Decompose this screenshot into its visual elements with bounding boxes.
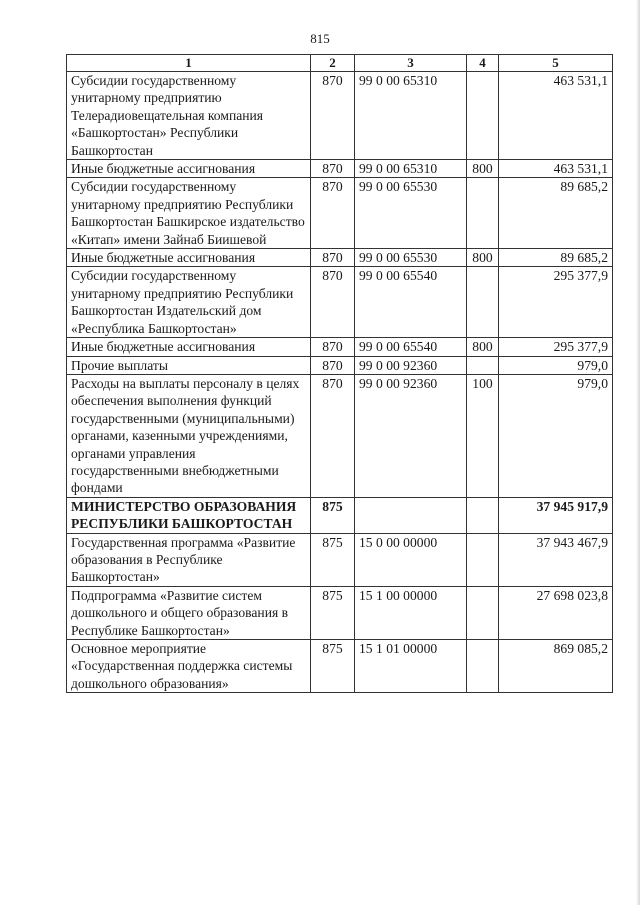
cell-name: Иные бюджетные ассигнования (67, 338, 311, 356)
cell-kvr (467, 586, 499, 639)
cell-sum: 89 685,2 (499, 178, 613, 249)
cell-name: Субсидии государственному унитарному предприятию Республики Башкортостан Башкирское издательство «Китап» имени Зайнаб Биишевой (67, 178, 311, 249)
table-row (67, 533, 613, 586)
cell-sum: 869 085,2 (499, 640, 613, 693)
cell-code: 870 (311, 178, 355, 249)
cell-kcsr: 15 1 01 00000 (355, 640, 467, 693)
cell-name: Государственная программа «Развитие образования в Республике Башкортостан» (67, 533, 311, 586)
cell-sum: 979,0 (499, 374, 613, 497)
cell-name: Основное мероприятие «Государственная поддержка системы дошкольного образования» (67, 640, 311, 693)
cell-code: 870 (311, 338, 355, 356)
cell-sum: 979,0 (499, 356, 613, 374)
cell-name: Иные бюджетные ассигнования (67, 249, 311, 267)
cell-kcsr: 99 0 00 65310 (355, 72, 467, 160)
cell-code: 870 (311, 267, 355, 338)
cell-code: 870 (311, 249, 355, 267)
cell-kcsr: 99 0 00 65540 (355, 338, 467, 356)
cell-kvr (467, 533, 499, 586)
cell-code: 870 (311, 72, 355, 160)
cell-code: 870 (311, 374, 355, 497)
cell-name: Иные бюджетные ассигнования (67, 160, 311, 178)
cell-kcsr: 99 0 00 65310 (355, 160, 467, 178)
cell-kcsr: 15 1 00 00000 (355, 586, 467, 639)
cell-kcsr (355, 497, 467, 533)
table-row (67, 586, 613, 639)
cell-kvr: 100 (467, 374, 499, 497)
cell-sum: 37 945 917,9 (499, 497, 613, 533)
header-col-4: 4 (467, 55, 499, 72)
cell-kcsr: 99 0 00 92360 (355, 374, 467, 497)
cell-kvr (467, 640, 499, 693)
table-row (67, 374, 613, 497)
cell-code: 875 (311, 586, 355, 639)
header-col-1: 1 (67, 55, 311, 72)
budget-table (66, 54, 613, 693)
cell-kcsr: 99 0 00 65530 (355, 178, 467, 249)
cell-code: 875 (311, 497, 355, 533)
table-row (67, 267, 613, 338)
cell-kvr (467, 72, 499, 160)
cell-name: Субсидии государственному унитарному предприятию Телерадиовещательная компания «Башкортостан» Республики Башкортостан (67, 72, 311, 160)
cell-sum: 295 377,9 (499, 267, 613, 338)
cell-name: МИНИСТЕРСТВО ОБРАЗОВАНИЯ РЕСПУБЛИКИ БАШКОРТОСТАН (67, 497, 311, 533)
header-col-5: 5 (499, 55, 613, 72)
table-row (67, 249, 613, 267)
table-row (67, 356, 613, 374)
cell-code: 875 (311, 533, 355, 586)
cell-kcsr: 99 0 00 65540 (355, 267, 467, 338)
cell-code: 875 (311, 640, 355, 693)
cell-name: Подпрограмма «Развитие систем дошкольного и общего образования в Республике Башкортостан» (67, 586, 311, 639)
table-row (67, 338, 613, 356)
table-header-row (67, 55, 613, 72)
cell-kvr: 800 (467, 338, 499, 356)
table-row (67, 160, 613, 178)
cell-name: Субсидии государственному унитарному предприятию Республики Башкортостан Издательский дом «Республика Башкортостан» (67, 267, 311, 338)
cell-sum: 463 531,1 (499, 160, 613, 178)
cell-kvr: 800 (467, 160, 499, 178)
cell-sum: 27 698 023,8 (499, 586, 613, 639)
cell-kvr (467, 497, 499, 533)
cell-kvr (467, 356, 499, 374)
page-number: 815 (310, 31, 330, 46)
cell-sum: 37 943 467,9 (499, 533, 613, 586)
cell-name: Расходы на выплаты персоналу в целях обеспечения выполнения функций государственными (муниципальными) органами, казенными учреждениями, органами управления государственными внебюджетными фондами (67, 374, 311, 497)
scan-edge-shadow (636, 0, 640, 905)
cell-code: 870 (311, 356, 355, 374)
cell-name: Прочие выплаты (67, 356, 311, 374)
table-row (67, 178, 613, 249)
table-row (67, 640, 613, 693)
cell-kcsr: 99 0 00 92360 (355, 356, 467, 374)
header-col-2: 2 (311, 55, 355, 72)
cell-sum: 463 531,1 (499, 72, 613, 160)
cell-sum: 295 377,9 (499, 338, 613, 356)
cell-kcsr: 99 0 00 65530 (355, 249, 467, 267)
table-body (67, 72, 613, 693)
cell-kvr: 800 (467, 249, 499, 267)
table-row (67, 497, 613, 533)
cell-kvr (467, 178, 499, 249)
cell-kcsr: 15 0 00 00000 (355, 533, 467, 586)
cell-kvr (467, 267, 499, 338)
cell-sum: 89 685,2 (499, 249, 613, 267)
cell-code: 870 (311, 160, 355, 178)
table-row (67, 72, 613, 160)
header-col-3: 3 (355, 55, 467, 72)
